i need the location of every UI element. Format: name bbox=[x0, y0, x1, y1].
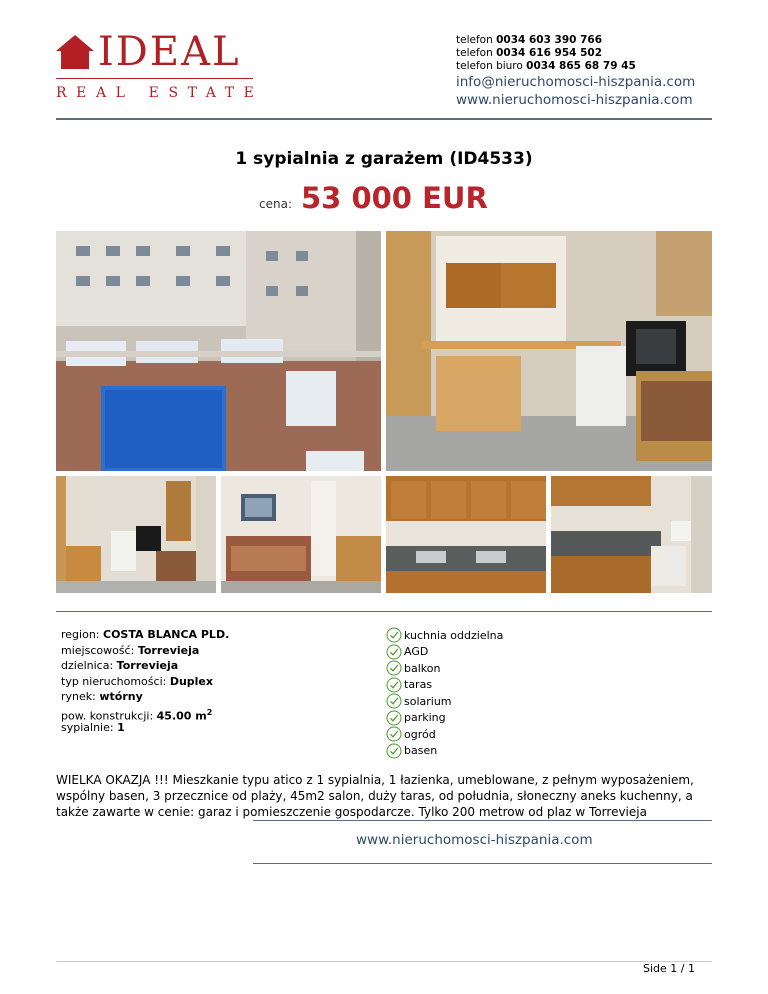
pool-view-photo[interactable] bbox=[56, 231, 381, 471]
feature-item: taras bbox=[386, 677, 432, 694]
check-circle-icon bbox=[386, 693, 402, 709]
phone-number-2[interactable]: 0034 616 954 502 bbox=[496, 47, 603, 59]
attribute-bedrooms: sypialnie: 1 bbox=[61, 721, 125, 734]
phone-line-1: telefon 0034 603 390 766 bbox=[456, 34, 603, 46]
page-number: Side 1 / 1 bbox=[643, 962, 695, 975]
living-room-photo[interactable] bbox=[56, 476, 216, 593]
attribute-locality: miejscowość: Torrevieja bbox=[61, 643, 200, 657]
attribute-area: pow. konstrukcji: 45.00 $m^2$ bbox=[61, 707, 213, 723]
feature-item: solarium bbox=[386, 693, 452, 710]
kitchen-washer-photo[interactable] bbox=[551, 476, 712, 593]
check-circle-icon bbox=[386, 660, 402, 676]
check-circle-icon bbox=[386, 726, 402, 742]
footer-link-divider-bottom bbox=[253, 863, 712, 864]
footer-website-link[interactable]: www.nieruchomosci-hiszpania.com bbox=[356, 832, 593, 848]
property-description: WIELKA OKAZJA !!! Mieszkanie typu atico z 1 sypialnia, 1 łazienka, umeblowane, z pełnym wyposażeniem, wspólny basen, 3 przecznice od plaży, 45m2 salon, duży taras, od południa, słoneczny aneks kuchenny, a także zawarte w cenie: garaz i pomieszczenie gospodarcze. Tylko 200 metrow od plaz w Torrevieja bbox=[56, 773, 694, 820]
page-footer-divider bbox=[56, 961, 712, 962]
house-logo-icon bbox=[55, 34, 95, 70]
feature-item: ogród bbox=[386, 726, 436, 743]
sofa-photo[interactable] bbox=[221, 476, 381, 593]
logo-wordmark: IDEAL bbox=[98, 29, 241, 75]
check-circle-icon bbox=[386, 644, 402, 660]
attribute-property-type: typ nieruchomości: Duplex bbox=[61, 674, 213, 688]
logo-tagline: REAL ESTATE bbox=[56, 85, 264, 101]
phone-line-2: telefon 0034 616 954 502 bbox=[456, 47, 603, 59]
attribute-district: dzielnica: Torrevieja bbox=[61, 659, 179, 672]
check-circle-icon bbox=[386, 743, 402, 759]
office-phone-number[interactable]: 0034 865 68 79 45 bbox=[526, 60, 636, 72]
header-divider bbox=[56, 118, 712, 120]
office-phone-line: telefon biuro 0034 865 68 79 45 bbox=[456, 60, 636, 72]
website-link[interactable]: www.nieruchomosci-hiszpania.com bbox=[456, 92, 693, 108]
feature-item: balkon bbox=[386, 660, 440, 677]
check-circle-icon bbox=[386, 710, 402, 726]
kitchen-cabinets-photo[interactable] bbox=[386, 476, 546, 593]
feature-item: basen bbox=[386, 743, 437, 760]
phone-number-1[interactable]: 0034 603 390 766 bbox=[496, 34, 603, 46]
logo-divider bbox=[56, 78, 253, 79]
attribute-market: rynek: wtórny bbox=[61, 690, 143, 703]
listing-title: 1 sypialnia z garażem (ID4533) bbox=[235, 149, 533, 169]
price-value: 53 000 EUR bbox=[301, 181, 488, 215]
attribute-region: region: COSTA BLANCA PLD. bbox=[61, 628, 230, 641]
check-circle-icon bbox=[386, 677, 402, 693]
kitchen-living-photo[interactable] bbox=[386, 231, 712, 471]
feature-item: parking bbox=[386, 710, 446, 727]
check-circle-icon bbox=[386, 627, 402, 643]
feature-item: kuchnia oddzielna bbox=[386, 627, 503, 644]
details-divider bbox=[56, 611, 712, 612]
price-label: cena: bbox=[259, 197, 292, 211]
email-link[interactable]: info@nieruchomosci-hiszpania.com bbox=[456, 74, 696, 90]
feature-item: AGD bbox=[386, 644, 428, 661]
